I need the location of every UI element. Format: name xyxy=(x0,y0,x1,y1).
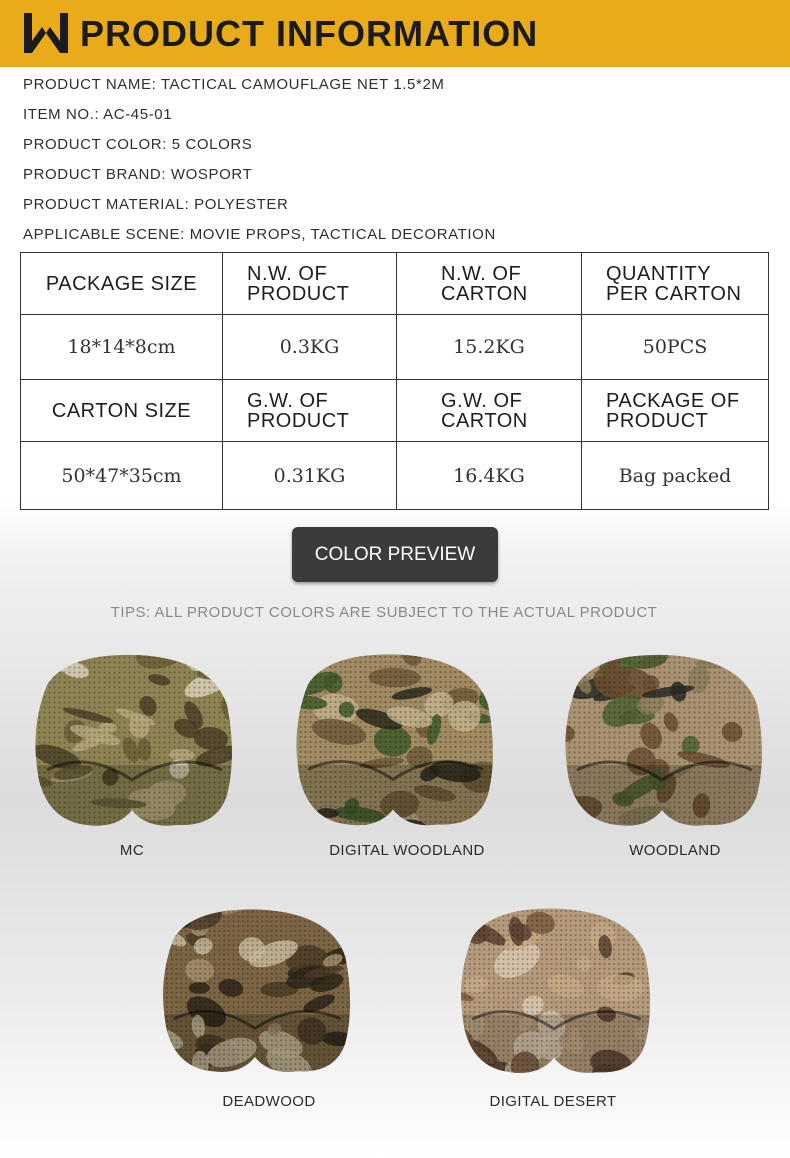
table-cell: Bag packed xyxy=(582,442,769,510)
brand-logo-icon xyxy=(24,13,68,53)
camo-roll-digital-woodland-image xyxy=(288,643,496,831)
camo-roll-deadwood-image xyxy=(155,897,353,1079)
spec-item-no: ITEM NO.: AC-45-01 xyxy=(23,106,173,123)
table-cell: 50PCS xyxy=(582,315,769,380)
color-label-digital-desert: DIGITAL DESERT xyxy=(489,1093,617,1110)
product-image-mc xyxy=(27,645,235,830)
table-header-cell: QUANTITY PER CARTON xyxy=(582,253,769,315)
package-table xyxy=(20,252,769,510)
product-image-digital-desert xyxy=(443,899,663,1077)
table-cell: 15.2KG xyxy=(397,315,582,380)
table-header-cell: N.W. OF CARTON xyxy=(397,253,582,315)
color-label-digital-woodland: DIGITAL WOODLAND xyxy=(329,842,485,859)
product-image-deadwood xyxy=(155,897,353,1079)
product-image-digital-woodland xyxy=(288,643,496,831)
color-label-woodland: WOODLAND xyxy=(629,842,721,859)
table-cell: 50*47*35cm xyxy=(21,442,223,510)
table-header-cell: G.W. OF CARTON xyxy=(397,380,582,442)
spec-product-color: PRODUCT COLOR: 5 COLORS xyxy=(23,136,253,153)
table-cell: 16.4KG xyxy=(397,442,582,510)
spec-applicable-scene: APPLICABLE SCENE: MOVIE PROPS, TACTICAL DECORATION xyxy=(23,226,496,243)
table-header-cell: PACKAGE OF PRODUCT xyxy=(582,380,769,442)
spec-product-material: PRODUCT MATERIAL: POLYESTER xyxy=(23,196,289,213)
table-cell: 0.3KG xyxy=(223,315,397,380)
color-label-deadwood: DEADWOOD xyxy=(222,1093,316,1110)
table-row xyxy=(21,253,769,315)
camo-roll-mc-image xyxy=(27,645,235,830)
header-banner xyxy=(0,0,790,67)
product-image-woodland xyxy=(556,645,766,830)
spec-list xyxy=(23,70,496,250)
table-cell: 0.31KG xyxy=(223,442,397,510)
table-row xyxy=(21,442,769,510)
table-header-cell: N.W. OF PRODUCT xyxy=(223,253,397,315)
table-header-cell: G.W. OF PRODUCT xyxy=(223,380,397,442)
table-row xyxy=(21,380,769,442)
spec-product-name: PRODUCT NAME: TACTICAL CAMOUFLAGE NET 1.5*2M xyxy=(23,76,445,93)
table-header-cell: CARTON SIZE xyxy=(21,380,223,442)
color-label-mc: MC xyxy=(119,842,145,859)
spec-product-brand: PRODUCT BRAND: WOSPORT xyxy=(23,166,253,183)
table-cell: 18*14*8cm xyxy=(21,315,223,380)
table-header-cell: PACKAGE SIZE xyxy=(21,253,223,315)
camo-roll-woodland-image xyxy=(556,645,766,830)
tips-text: TIPS: ALL PRODUCT COLORS ARE SUBJECT TO THE ACTUAL PRODUCT xyxy=(110,604,658,621)
table-row xyxy=(21,315,769,380)
page-title: PRODUCT INFORMATION xyxy=(80,13,539,54)
camo-roll-digital-desert-image xyxy=(443,899,663,1077)
color-preview-button[interactable]: COLOR PREVIEW xyxy=(292,527,498,582)
